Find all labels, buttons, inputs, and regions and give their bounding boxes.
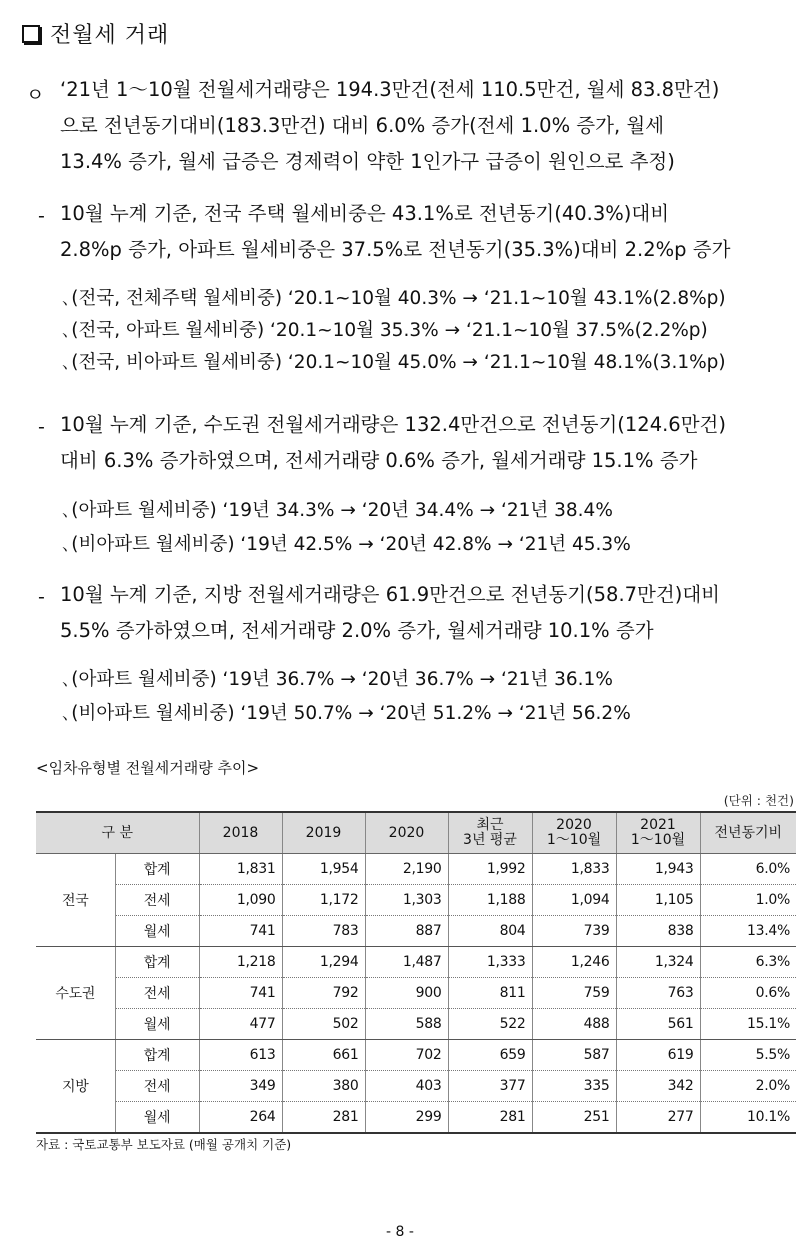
sub-item: ､(전국, 아파트 월세비중) ‘20.1~10월 35.3% → ‘21.1~10월 37.5%(2.2%p) [62,320,708,341]
paragraph-line: 10월 누계 기준, 수도권 전월세거래량은 132.4만건으로 전년동기(124.6만건) [60,413,726,436]
value-cell: 1,833 [532,854,616,885]
value-cell: 887 [365,916,448,947]
value-cell: 281 [282,1102,365,1134]
value-cell: 1,188 [448,885,532,916]
header-group: 구 분 [36,812,199,854]
table-header-row [36,812,796,854]
type-cell: 합계 [115,1040,199,1071]
value-cell: 588 [365,1009,448,1040]
value-cell: 763 [616,978,700,1009]
value-cell: 702 [365,1040,448,1071]
header-3yr-avg-line2: 3년 평균 [463,832,517,848]
sub-item: ､(비아파트 월세비중) ‘19년 50.7% → ‘20년 51.2% → ‘21년 56.2% [62,703,631,724]
value-cell: 1,992 [448,854,532,885]
value-cell: 561 [616,1009,700,1040]
header-2020: 2020 [365,812,448,854]
sub-item: ､(전국, 비아파트 월세비중) ‘20.1~10월 45.0% → ‘21.1~10월 48.1%(3.1%p) [62,352,726,373]
summary-line: ‘21년 1～10월 전월세거래량은 194.3만건(전세 110.5만건, 월세 83.8만건) [60,78,720,101]
table-row [36,854,796,885]
type-cell: 전세 [115,1071,199,1102]
value-cell: 0.6% [700,978,796,1009]
value-cell: 1,303 [365,885,448,916]
table-unit: (단위 : 천건) [723,793,794,808]
value-cell: 741 [199,978,282,1009]
value-cell: 342 [616,1071,700,1102]
value-cell: 613 [199,1040,282,1071]
value-cell: 741 [199,916,282,947]
header-2018: 2018 [199,812,282,854]
local-sub-items [62,663,631,731]
type-cell: 월세 [115,916,199,947]
summary-paragraph [60,72,719,180]
value-cell: 403 [365,1071,448,1102]
paragraph-line: 10월 누계 기준, 지방 전월세거래량은 61.9만건으로 전년동기(58.7만건)대비 [60,583,721,606]
paragraph-line: 대비 6.3% 증가하였으며, 전세거래량 0.6% 증가, 월세거래량 15.1% 증가 [60,449,698,472]
table-row [36,916,796,947]
value-cell: 792 [282,978,365,1009]
header-2021-ytd [616,812,700,854]
value-cell: 1,294 [282,947,365,978]
value-cell: 264 [199,1102,282,1134]
value-cell: 783 [282,916,365,947]
value-cell: 502 [282,1009,365,1040]
value-cell: 1,094 [532,885,616,916]
national-sub-items [62,283,726,379]
value-cell: 661 [282,1040,365,1071]
value-cell: 522 [448,1009,532,1040]
table-row [36,1071,796,1102]
value-cell: 1,943 [616,854,700,885]
paragraph-line: 10월 누계 기준, 전국 주택 월세비중은 43.1%로 전년동기(40.3%)대비 [60,202,670,225]
type-cell: 월세 [115,1009,199,1040]
value-cell: 477 [199,1009,282,1040]
value-cell: 619 [616,1040,700,1071]
table-row [36,1040,796,1071]
table-row [36,947,796,978]
value-cell: 1,831 [199,854,282,885]
local-paragraph [60,577,720,649]
value-cell: 1,954 [282,854,365,885]
header-2020-ytd-line1: 2020 [556,817,592,833]
header-2021-ytd-line2: 1～10월 [630,832,686,848]
sub-item: ､(아파트 월세비중) ‘19년 34.3% → ‘20년 34.4% → ‘21년 38.4% [62,500,613,521]
sub-item: ､(아파트 월세비중) ‘19년 36.7% → ‘20년 36.7% → ‘21년 36.1% [62,669,613,690]
bullet-circle-icon: ㅇ [26,84,45,106]
header-2021-ytd-line1: 2021 [640,817,676,833]
value-cell: 838 [616,916,700,947]
header-yoy: 전년동기비 [700,812,796,854]
value-cell: 488 [532,1009,616,1040]
paragraph-line: 2.8%p 증가, 아파트 월세비중은 37.5%로 전년동기(35.3%)대비 2.2%p 증가 [60,238,731,261]
table-row [36,1009,796,1040]
dash-marker: - [38,205,45,227]
value-cell: 15.1% [700,1009,796,1040]
value-cell: 277 [616,1102,700,1134]
dash-marker: - [38,416,45,438]
value-cell: 1,487 [365,947,448,978]
value-cell: 6.3% [700,947,796,978]
value-cell: 1,324 [616,947,700,978]
value-cell: 251 [532,1102,616,1134]
header-2019: 2019 [282,812,365,854]
table-row [36,885,796,916]
table-caption: <임차유형별 전월세거래량 추이> [36,759,260,777]
value-cell: 349 [199,1071,282,1102]
value-cell: 739 [532,916,616,947]
value-cell: 811 [448,978,532,1009]
value-cell: 659 [448,1040,532,1071]
section-header [22,18,169,49]
value-cell: 2,190 [365,854,448,885]
region-cell: 전국 [36,854,115,947]
table-row [36,1102,796,1134]
dash-marker: - [38,586,45,608]
value-cell: 587 [532,1040,616,1071]
table-row [36,978,796,1009]
type-cell: 전세 [115,885,199,916]
capital-paragraph [60,407,726,479]
value-cell: 900 [365,978,448,1009]
header-3yr-avg [448,812,532,854]
value-cell: 759 [532,978,616,1009]
value-cell: 1,218 [199,947,282,978]
value-cell: 380 [282,1071,365,1102]
value-cell: 377 [448,1071,532,1102]
type-cell: 전세 [115,978,199,1009]
section-title: 전월세 거래 [50,23,170,48]
value-cell: 281 [448,1102,532,1134]
value-cell: 804 [448,916,532,947]
value-cell: 2.0% [700,1071,796,1102]
national-paragraph [60,196,730,268]
value-cell: 335 [532,1071,616,1102]
sub-item: ､(비아파트 월세비중) ‘19년 42.5% → ‘20년 42.8% → ‘21년 45.3% [62,534,631,555]
capital-sub-items [62,494,631,562]
source-note: 자료 : 국토교통부 보도자료 (매월 공개치 기준) [36,1137,292,1152]
type-cell: 월세 [115,1102,199,1134]
value-cell: 299 [365,1102,448,1134]
page-number: - 8 - [386,1224,414,1240]
header-2020-ytd [532,812,616,854]
value-cell: 1,246 [532,947,616,978]
checkbox-square-icon [22,25,40,43]
value-cell: 1,105 [616,885,700,916]
header-3yr-avg-line1: 최근 [476,817,504,833]
type-cell: 합계 [115,947,199,978]
region-cell: 지방 [36,1040,115,1134]
value-cell: 1.0% [700,885,796,916]
summary-line: 으로 전년동기대비(183.3만건) 대비 6.0% 증가(전세 1.0% 증가, 월세 [60,114,665,137]
header-2020-ytd-line2: 1～10월 [546,832,602,848]
value-cell: 1,090 [199,885,282,916]
paragraph-line: 5.5% 증가하였으며, 전세거래량 2.0% 증가, 월세거래량 10.1% 증가 [60,619,654,642]
region-cell: 수도권 [36,947,115,1040]
type-cell: 합계 [115,854,199,885]
rental-transactions-table [36,811,796,1134]
value-cell: 5.5% [700,1040,796,1071]
summary-line: 13.4% 증가, 월세 급증은 경제력이 약한 1인가구 급증이 원인으로 추정) [60,150,675,173]
value-cell: 10.1% [700,1102,796,1134]
value-cell: 1,333 [448,947,532,978]
value-cell: 13.4% [700,916,796,947]
sub-item: ､(전국, 전체주택 월세비중) ‘20.1~10월 40.3% → ‘21.1~10월 43.1%(2.8%p) [62,288,726,309]
value-cell: 6.0% [700,854,796,885]
value-cell: 1,172 [282,885,365,916]
